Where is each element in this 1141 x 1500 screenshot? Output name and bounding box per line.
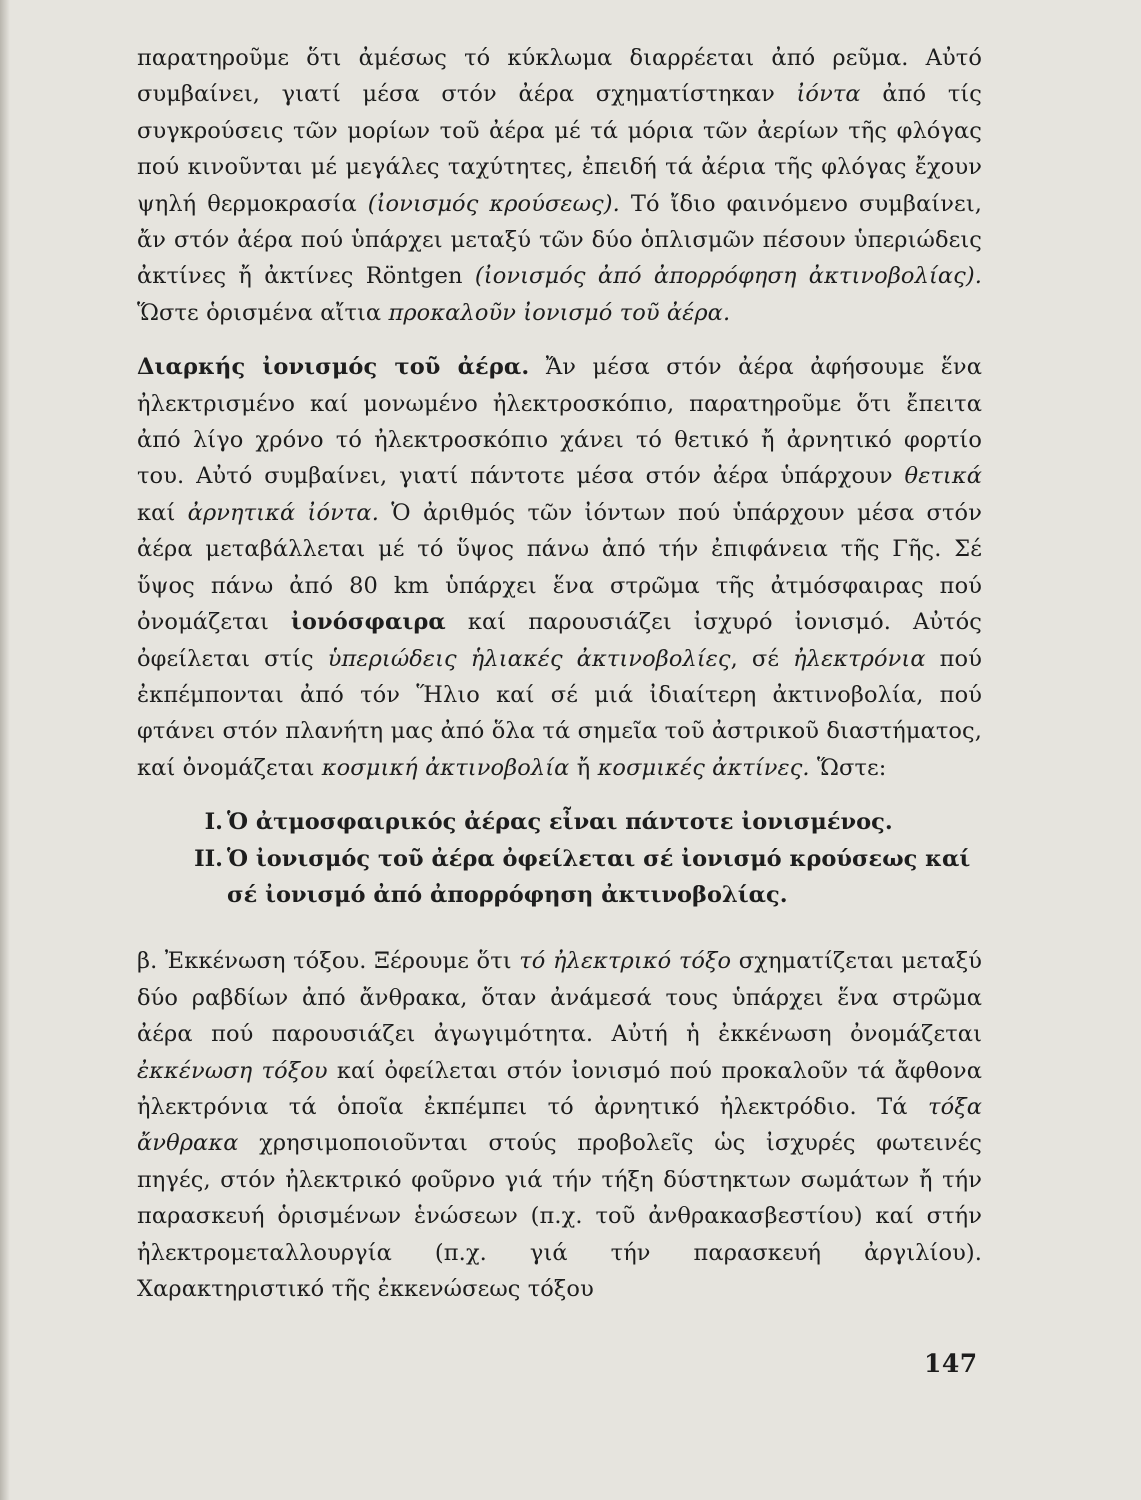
paragraph-arc-discharge: β. Ἐκκένωση τόξου. Ξέρουμε ὅτι τό ἠλεκτρικό τόξο σχηματίζεται μεταξύ δύο ραβδίων ἀπό ἄνθρακα, ὅταν ἀνάμεσά τους ὑπάρχει ἕνα στρῶμα ἀέρα πού παρουσιάζει ἀγωγιμότητα. Αὐτή ἡ ἐκκένωση ὀνομάζεται ἐκκένωση τόξου καί ὀφείλεται στόν ἰονισμό πού προκαλοῦν τά ἄφθονα ἠλεκτρόνια τά ὁποῖα ἐκπέμπει τό ἀρνητικό ἠλεκτρόδιο. Τά τόξα ἄνθρακα χρησιμοποιοῦνται στούς προβολεῖς ὡς ἰσχυρές φωτεινές πηγές, στόν ἠλεκτρικό φοῦρνο γιά τήν τήξη δύστηκτων σωμάτων ἤ τήν παρασκευή ὁρισμένων ἑνώσεων (π.χ. τοῦ ἀνθρακασβεστίου) καί στήν ἠλεκτρομεταλλουργία (π.χ. γιά τήν παρασκευή ἀργιλίου). Χαρακτηριστικό τῆς ἐκκενώσεως τόξου: [137, 948, 983, 1302]
section-heading: Διαρκής ἰονισμός τοῦ ἀέρα.: [137, 354, 530, 381]
conclusions-list: [137, 804, 982, 913]
paragraph-ionization-collision: παρατηροῦμε ὅτι ἀμέσως τό κύκλωμα διαρρέεται ἀπό ρεῦμα. Αὐτό συμβαίνει, γιατί μέσα στόν ἀέρα σχηματίστηκαν ἰόντα ἀπό τίς συγκρούσεις τῶν μορίων τοῦ ἀέρα μέ τά μόρια τῶν ἀερίων τῆς φλόγας πού κινοῦνται μέ μεγάλες ταχύτητες, ἐπειδή τά ἀέρια τῆς φλόγας ἔχουν ψηλή θερμοκρασία (ἰονισμός κρούσεως). Τό ἴδιο φαινόμενο συμβαίνει, ἄν στόν ἀέρα πού ὑπάρχει μεταξύ τῶν δύο ὁπλισμῶν πέσουν ὑπεριώδεις ἀκτίνες ἤ ἀκτίνες Röntgen (ἰονισμός ἀπό ἀπορρόφηση ἀκτινοβολίας). Ὥστε ὁρισμένα αἴτια προκαλοῦν ἰονισμό τοῦ ἀέρα.: [137, 45, 982, 326]
section-heading: β. Ἐκκένωση τόξου.: [137, 948, 367, 975]
page-edge-shadow: [0, 0, 10, 1500]
page-number: 147: [924, 1349, 978, 1378]
paragraph-permanent-ionization: Διαρκής ἰονισμός τοῦ ἀέρα. Ἄν μέσα στόν ἀέρα ἀφήσουμε ἕνα ἠλεκτρισμένο καί μονωμένο ἠλεκτροσκόπιο, παρατηροῦμε ὅτι ἔπειτα ἀπό λίγο χρόνο τό ἠλεκτροσκόπιο χάνει τό θετικό ἤ ἀρνητικό φορτίο του. Αὐτό συμβαίνει, γιατί πάντοτε μέσα στόν ἀέρα ὑπάρχουν θετικά καί ἀρνητικά ἰόντα. Ὁ ἀριθμός τῶν ἰόντων πού ὑπάρχουν μέσα στόν ἀέρα μεταβάλλεται μέ τό ὕψος πάνω ἀπό τήν ἐπιφάνεια τῆς Γῆς. Σέ ὕψος πάνω ἀπό 80 km ὑπάρχει ἕνα στρῶμα τῆς ἀτμόσφαιρας πού ὀνομάζεται ἰονόσφαιρα καί παρουσιάζει ἰσχυρό ἰονισμό. Αὐτός ὀφείλεται στίς ὑπεριώδεις ἡλιακές ἀκτινοβολίες, σέ ἠλεκτρόνια πού ἐκπέμπονται ἀπό τόν Ἥλιο καί σέ μιά ἰδιαίτερη ἀκτινοβολία, πού φτάνει στόν πλανήτη μας ἀπό ὅλα τά σημεῖα τοῦ ἀστρικοῦ διαστήματος, καί ὀνομάζεται κοσμική ἀκτινοβολία ἤ κοσμικές ἀκτίνες. Ὥστε:: [137, 354, 983, 781]
list-item: II. Ὁ ἰονισμός τοῦ ἀέρα ὀφείλεται σέ ἰονισμό κρούσεως καί σέ ἰονισμό ἀπό ἀπορρόφηση ἀκτινοβολίας.: [194, 845, 971, 908]
page-text: [137, 40, 982, 1307]
list-item: I. Ὁ ἀτμοσφαιρικός ἀέρας εἶναι πάντοτε ἰονισμένος.: [204, 809, 893, 836]
